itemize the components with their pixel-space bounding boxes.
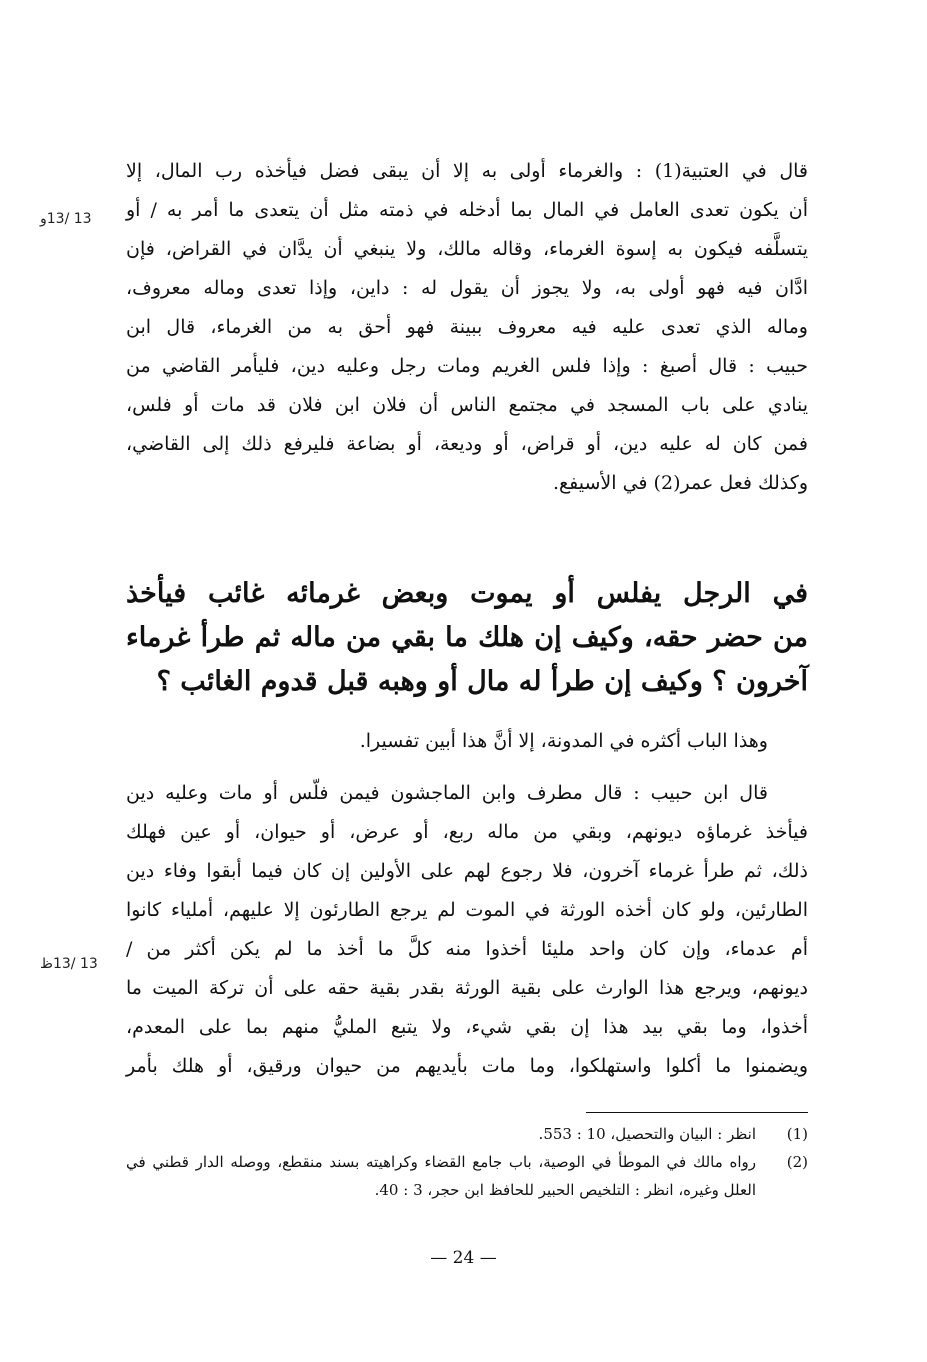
footnote xyxy=(126,1120,808,1148)
text-line: أن يكون تعدى العامل في المال بما أدخله في ذمته مثل أن يتعدى ما أمر به / أو xyxy=(126,199,808,221)
text-line: فيأخذ غرماؤه ديونهم، وبقي من ماله ربع، أو عرض، أو حيوان، أو عين فهلك xyxy=(126,821,808,843)
text-line: فمن كان له عليه دين، أو قراض، أو وديعة، أو بضاعة فليرفع ذلك إلى القاضي، xyxy=(126,433,808,455)
text-line: وماله الذي تعدى عليه فيه معروف ببينة فهو أحق به من الغرماء، قال ابن xyxy=(126,316,808,338)
text-line: قال في العتبية(1) : والغرماء أولى به إلا أن يبقى فضل فيأخذه رب المال، إلا xyxy=(126,160,808,182)
text-line: حبيب : قال أصبغ : وإذا فلس الغريم ومات رجل وعليه دين، فليأمر القاضي من xyxy=(126,355,808,377)
footnote-number: (2) xyxy=(786,1153,808,1171)
text-line: قال ابن حبيب : قال مطرف وابن الماجشون فيمن فلّس أو مات وعليه دين xyxy=(126,782,768,804)
footnote xyxy=(126,1148,808,1204)
paragraph-3 xyxy=(126,774,808,1086)
text-line: أم عدماء، وإن كان واحد مليئا أخذوا منه كلَّ ما أخذ ما لم يكن أكثر من / xyxy=(126,938,808,960)
section-heading xyxy=(126,572,808,704)
paragraph-1 xyxy=(126,152,808,503)
margin-reference: 13 /13و xyxy=(40,211,92,227)
paragraph-2 xyxy=(126,722,808,761)
footnote-text: رواه مالك في الموطأ في الوصية، باب جامع القضاء وكراهيته بسند منقطع، ووصله الدار قطني في العلل وغيره، انظر : التلخيص الحبير للحافظ ابن حجر، 3 : 40. xyxy=(126,1153,756,1199)
text-line: وهذا الباب أكثره في المدونة، إلا أنَّ هذا أبين تفسيرا. xyxy=(359,730,768,752)
footnotes xyxy=(126,1120,808,1204)
text-line: ديونهم، ويرجع هذا الوارث على بقية الورثة بقدر بقية حقه على أن تركة الميت ما xyxy=(126,977,808,999)
heading-line: من حضر حقه، وكيف إن هلك ما بقي من ماله ثم طرأ غرماء xyxy=(126,622,808,653)
text-line: ويضمنوا ما أكلوا واستهلكوا، وما مات بأيديهم من حيوان ورقيق، أو هلك بأمر xyxy=(126,1055,808,1077)
footnote-text: انظر : البيان والتحصيل، 10 : 553. xyxy=(538,1125,756,1143)
heading-line: آخرون ؟ وكيف إن طرأ له مال أو وهبه قبل قدوم الغائب ؟ xyxy=(156,666,808,697)
footnote-separator xyxy=(586,1112,808,1113)
text-line: ادَّان فيه فهو أولى به، ولا يجوز أن يقول له : داين، وإذا تعدى وماله معروف، xyxy=(126,277,809,299)
margin-reference: 13 /13ظ xyxy=(40,956,98,972)
text-line: ذلك، ثم طرأ غرماء آخرون، فلا رجوع لهم على الأولين إن كان فيما أبقوا وفاء دين xyxy=(126,860,808,882)
text-line: ينادي على باب المسجد في مجتمع الناس أن فلان ابن فلان قد مات أو فلس، xyxy=(126,394,808,416)
text-line: أخذوا، وما بقي بيد هذا إن بقي شيء، ولا يتبع المليُّ منهم بما على المعدم، xyxy=(126,1016,808,1038)
text-line: الطارئين، ولو كان أخذه الورثة في الموت لم يرجع الطارئون إلا عليهم، أملياء كانوا xyxy=(126,899,808,921)
page-number: — 24 — xyxy=(430,1248,497,1268)
text-line: وكذلك فعل عمر(2) في الأسيفع. xyxy=(553,472,808,494)
heading-line: في الرجل يفلس أو يموت وبعض غرمائه غائب فيأخذ xyxy=(126,578,808,609)
footnote-number: (1) xyxy=(786,1125,808,1143)
text-line: يتسلَّفه فيكون به إسوة الغرماء، وقاله مالك، ولا ينبغي أن يدَّان في القراض، فإن xyxy=(126,238,808,260)
